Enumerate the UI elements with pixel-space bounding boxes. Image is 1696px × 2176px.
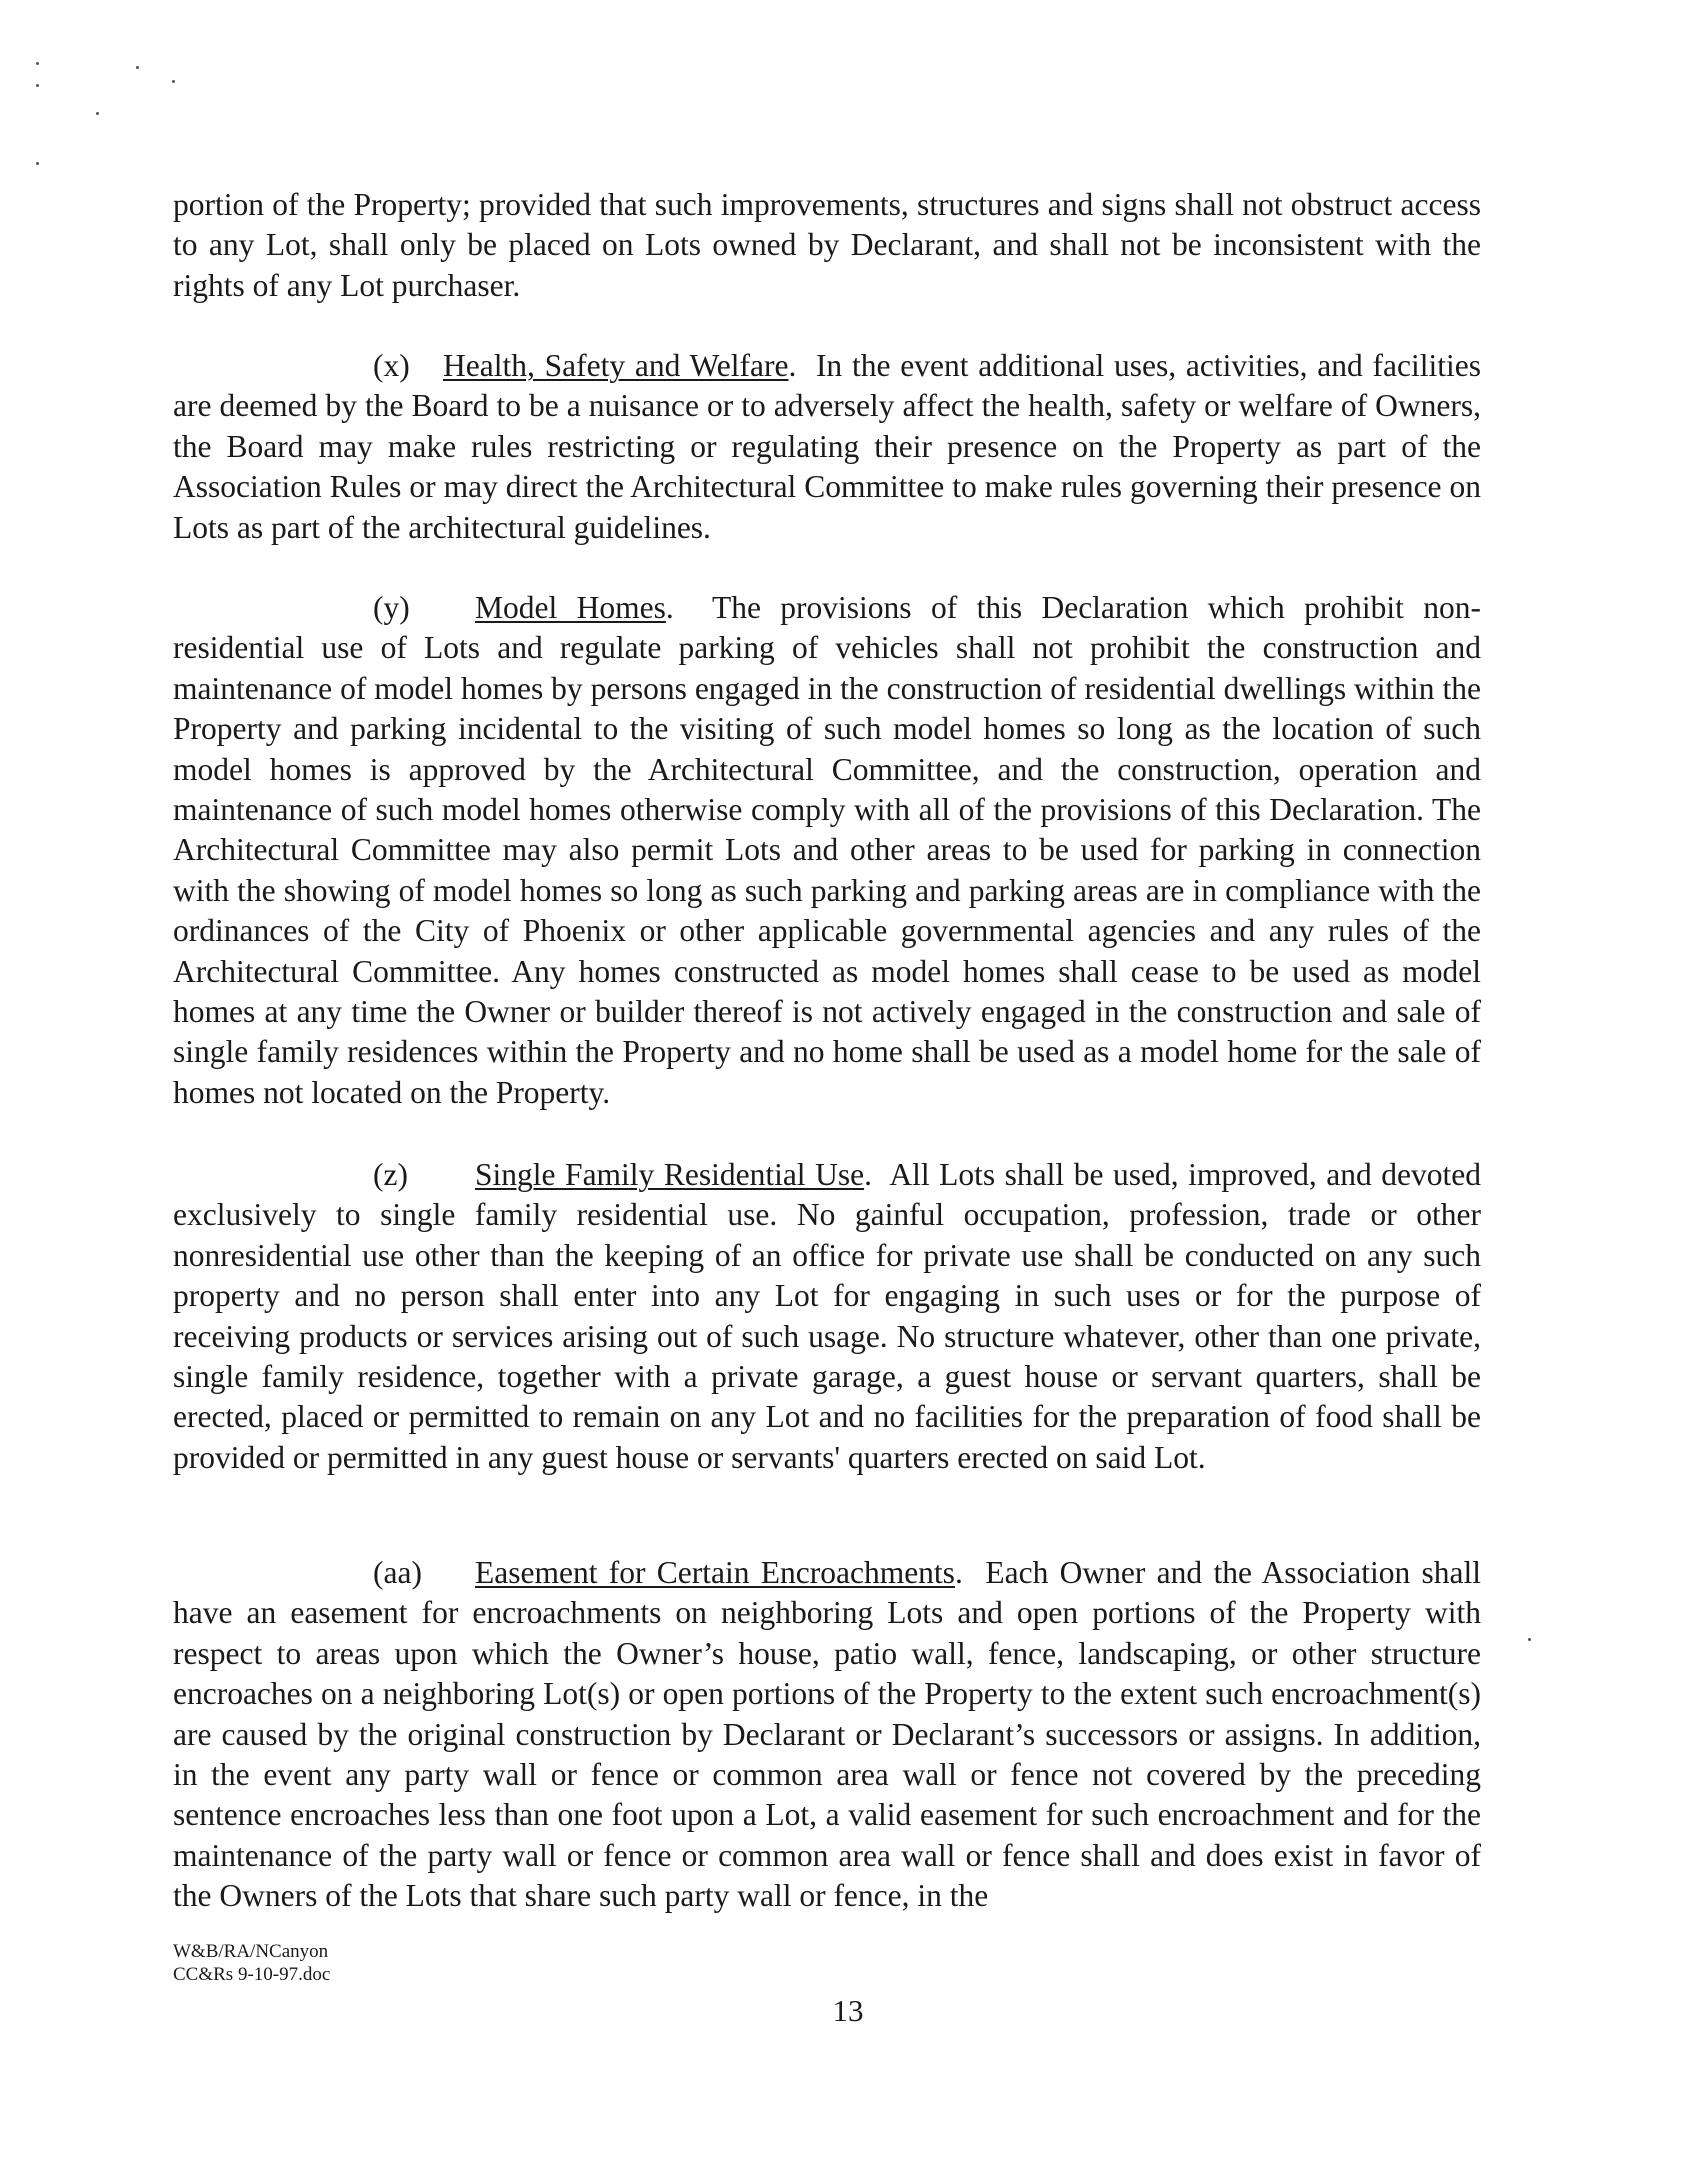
scan-speck [36,62,39,65]
section-y: (y) Model Homes. The provisions of this Declaration which prohibit non-residential use of Lots and regulate parking of vehicles shall not prohibit the construction and maintenance of model homes by persons engaged in the construction of residential dwellings within the Property and parking incidental to the visiting of such model homes so long as the location of such model homes is approved by the Architectural Committee, and the construction, operation and maintenance of such model homes otherwise comply with all of the provisions of this Declaration. The Architectural Committee may also permit Lots and other areas to be used for parking in connection with the showing of model homes so long as such parking and parking areas are in compliance with the ordinances of the City of Phoenix or other applicable governmental agencies and any rules of the Architectural Committee. Any homes constructed as model homes shall cease to be used as model homes at any time the Owner or builder thereof is not actively engaged in the construction and sale of single family residences within the Property and no home shall be used as a model home for the sale of homes not located on the Property. [173,590,1482,1110]
scan-speck [96,112,99,115]
scan-speck [36,162,39,165]
section-aa: (aa) Easement for Certain Encroachments. Each Owner and the Association shall have an easement for encroachments on neighboring Lots and open portions of the Property with respect to areas upon which the Owner’s house, patio wall, fence, landscaping, or other structure encroaches on a neighboring Lot(s) or open portions of the Property to the extent such encroachment(s) are caused by the original construction by Declarant or Declarant’s successors or assigns. In addition, in the event any party wall or fence or common area wall or fence not covered by the preceding sentence encroaches less than one foot upon a Lot, a valid easement for such encroachment and for the maintenance of the party wall or fence or common area wall or fence shall and does exist in favor of the Owners of the Lots that share such party wall or fence, in the [173,1555,1482,1914]
opening-paragraph [173,185,1481,306]
scan-speck [1528,1638,1531,1641]
footer-ref-line: CC&Rs 9-10-97.doc [173,1964,331,1985]
section-marker: (z) [373,1157,408,1192]
section-marker: (x) [373,348,410,383]
page-number: 13 [832,1993,864,2028]
section-x: (x) Health, Safety and Welfare. In the event additional uses, activities, and facilities are deemed by the Board to be a nuisance or to adversely affect the health, safety or welfare of Owners, the Board may make rules restricting or regulating their presence on the Property as part of the Association Rules or may direct the Architectural Committee to make rules governing their presence on Lots as part of the architectural guidelines. [173,348,1482,545]
scan-speck [172,80,175,83]
section-marker: (y) [373,590,410,625]
scan-speck [136,66,139,69]
footer-file-reference [173,1940,330,1986]
section-z: (z) Single Family Residential Use. All Lots shall be used, improved, and devoted exclusively to single family residential use. No gainful occupation, profession, trade or other nonresidential use other than the keeping of an office for private use shall be conducted on any such property and no person shall enter into any Lot for engaging in such uses or for the purpose of receiving products or services arising out of such usage. No structure whatever, other than one private, single family residence, together with a private garage, a guest house or servant quarters, shall be erected, placed or permitted to remain on any Lot and no facilities for the preparation of food shall be provided or permitted in any guest house or servants' quarters erected on said Lot. [173,1157,1482,1475]
section-marker: (aa) [373,1555,422,1590]
section-text: Each Owner and the Association shall have an easement for encroachments on neighboring Lots and open portions of the Property with respect to areas upon which the Owner’s house, patio wall, fence, landscaping, or other structure encroaches on a neighboring Lot(s) or open portions of the Property to the extent such encroachment(s) are caused by the original construction by Declarant or Declarant’s successors or assigns. In addition, in the event any party wall or fence or common area wall or fence not covered by the preceding sentence encroaches less than one foot upon a Lot, a valid easement for such encroachment and for the maintenance of the party wall or fence or common area wall or fence shall and does exist in favor of the Owners of the Lots that share such party wall or fence, in the [173,1555,1482,1914]
section-heading: Easement for Certain Encroachments [475,1555,955,1590]
section-heading: Health, Safety and Welfare [443,348,789,383]
paragraph-text: portion of the Property; provided that such improvements, structures and signs shall not obstruct access to any Lot, shall only be placed on Lots owned by Declarant, and shall not be inconsistent with the rights of any Lot purchaser. [173,187,1481,303]
scan-speck [36,84,39,87]
footer-ref-line: W&B/RA/NCanyon [173,1941,329,1962]
section-text: In the event additional uses, activities, and facilities are deemed by the Board to be a nuisance or to adversely affect the health, safety or welfare of Owners, the Board may make rules restricting or regulating their presence on the Property as part of the Association Rules or may direct the Architectural Committee to make rules governing their presence on Lots as part of the architectural guidelines. [173,348,1482,545]
section-text: The provisions of this Declaration which prohibit non-residential use of Lots and regulate parking of vehicles shall not prohibit the construction and maintenance of model homes by persons engaged in the construction of residential dwellings within the Property and parking incidental to the visiting of such model homes so long as the location of such model homes is approved by the Architectural Committee, and the construction, operation and maintenance of such model homes otherwise comply with all of the provisions of this Declaration. The Architectural Committee may also permit Lots and other areas to be used for parking in connection with the showing of model homes so long as such parking and parking areas are in compliance with the ordinances of the City of Phoenix or other applicable governmental agencies and any rules of the Architectural Committee. Any homes constructed as model homes shall cease to be used as model homes at any time the Owner or builder thereof is not actively engaged in the construction and sale of single family residences within the Property and no home shall be used as a model home for the sale of homes not located on the Property. [173,590,1482,1110]
section-text: All Lots shall be used, improved, and devoted exclusively to single family residential use. No gainful occupation, profession, trade or other nonresidential use other than the keeping of an office for private use shall be conducted on any such property and no person shall enter into any Lot for engaging in such uses or for the purpose of receiving products or services arising out of such usage. No structure whatever, other than one private, single family residence, together with a private garage, a guest house or servant quarters, shall be erected, placed or permitted to remain on any Lot and no facilities for the preparation of food shall be provided or permitted in any guest house or servants' quarters erected on said Lot. [173,1157,1482,1475]
section-heading: Single Family Residential Use [475,1157,865,1192]
section-heading: Model Homes [475,590,666,625]
